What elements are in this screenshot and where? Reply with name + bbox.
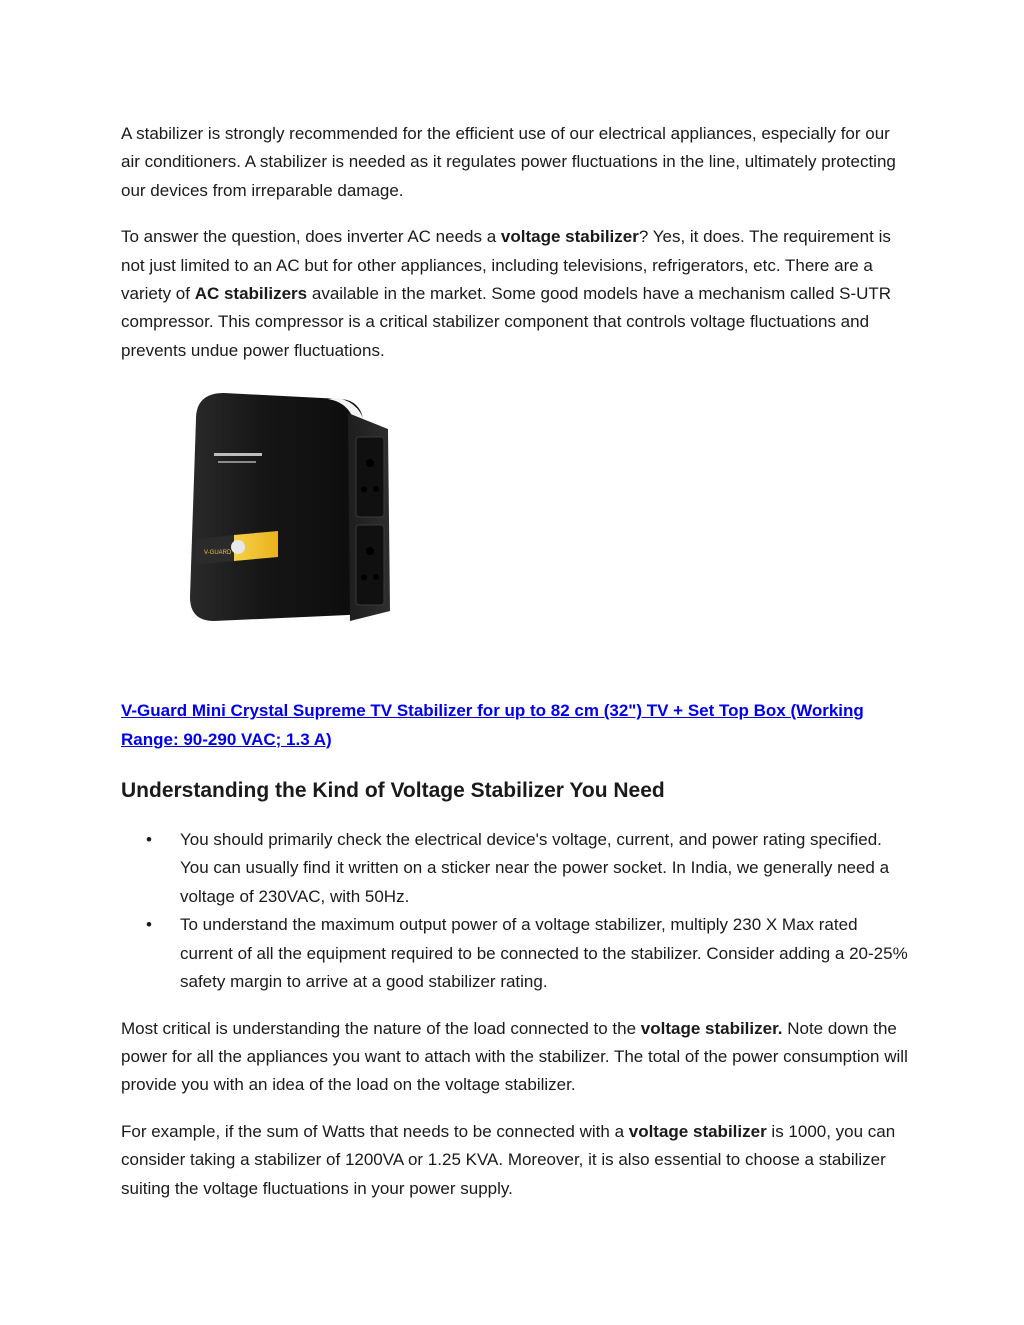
bold-voltage-stabilizer: voltage stabilizer. xyxy=(640,1018,783,1038)
product-link[interactable]: V-Guard Mini Crystal Supreme TV Stabilizer for up to 82 cm (32") TV + Set Top Box (Working Range: 90-290 VAC; 1.3 A) xyxy=(121,701,864,749)
text-span: ? Yes, it does. The requirement is not just limited to an AC but for other appliances, including televisions, refrigerators, etc. There are a variety of xyxy=(121,227,891,304)
bold-voltage-stabilizer: voltage stabilizer xyxy=(500,227,639,247)
bullet-icon: • xyxy=(146,830,152,850)
text-span: For example, if the sum of Watts that needs to be connected with a xyxy=(121,1121,629,1141)
text-span: Most critical is understanding the nature of the load connected to the xyxy=(121,1018,641,1038)
text-span: is 1000, you can consider taking a stabilizer of 1200VA or 1.25 KVA. Moreover, it is also essential to choose a stabilizer suiting the voltage fluctuations in your power supply. xyxy=(121,1121,896,1198)
bullet-icon: • xyxy=(146,915,152,935)
list-item xyxy=(121,826,911,911)
example-paragraph xyxy=(121,1118,911,1203)
bold-ac-stabilizers: AC stabilizers xyxy=(194,284,308,304)
voltage-stabilizer-product-photo xyxy=(156,389,396,649)
load-paragraph xyxy=(121,1015,911,1100)
tips-list xyxy=(121,826,911,996)
bold-voltage-stabilizer: voltage stabilizer xyxy=(628,1121,767,1141)
product-caption xyxy=(121,697,911,754)
list-item xyxy=(121,911,911,996)
list-item-text: You should primarily check the electrical device's voltage, current, and power rating specified. You can usually find it written on a sticker near the power socket. In India, we generally need a voltage of 230VAC, with 50Hz. xyxy=(180,830,890,906)
intro-paragraph: A stabilizer is strongly recommended for the efficient use of our electrical appliances, especially for our air conditioners. A stabilizer is needed as it regulates power fluctuations in the line, ultimately protecting our devices from irreparable damage. xyxy=(121,124,896,200)
text-span: available in the market. Some good models have a mechanism called S-UTR compressor. This compressor is a critical stabilizer component that controls voltage fluctuations and prevents undue power fluctuations. xyxy=(121,284,892,360)
product-image xyxy=(121,375,911,695)
device-brand-label: V-GUARD xyxy=(204,550,232,557)
text-span: To answer the question, does inverter AC needs a xyxy=(121,227,501,247)
document-page xyxy=(121,120,911,1203)
text-span: Note down the power for all the appliances you want to attach with the stabilizer. The total of the power consumption will provide you with an idea of the load on the voltage stabilizer. xyxy=(121,1018,908,1095)
list-item-text: To understand the maximum output power of a voltage stabilizer, multiply 230 X Max rated current of all the equipment required to be connected to the stabilizer. Consider adding a 20-25% safety margin to arrive at a good stabilizer rating. xyxy=(180,915,908,992)
section-heading: Understanding the Kind of Voltage Stabilizer You Need xyxy=(121,779,665,803)
inverter-ac-paragraph xyxy=(121,223,911,365)
